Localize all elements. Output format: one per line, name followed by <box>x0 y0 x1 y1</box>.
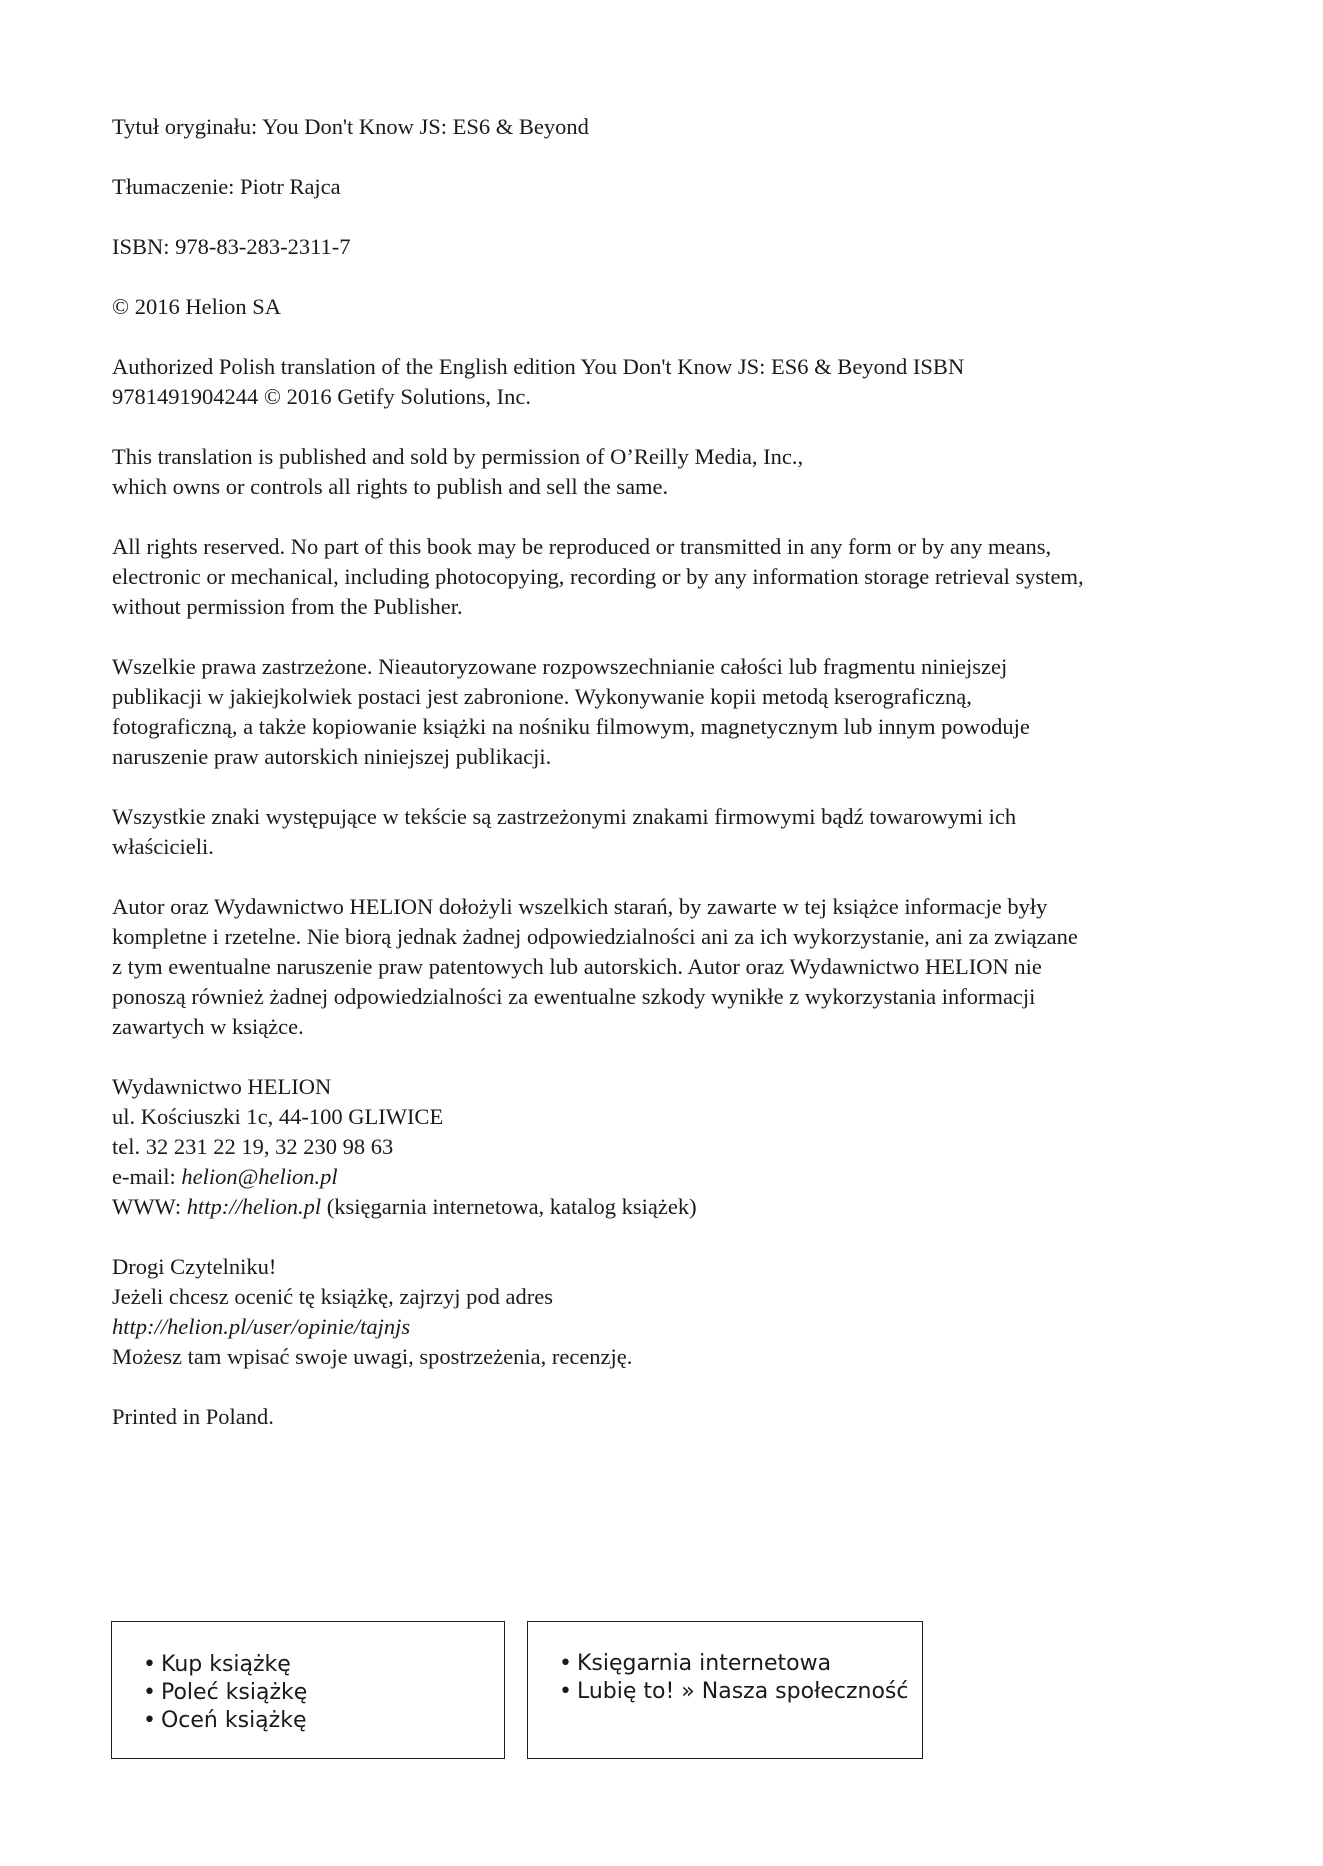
reader-greeting: Drogi Czytelniku! <box>112 1254 277 1279</box>
text-line: without permission from the Publisher. <box>112 594 463 619</box>
isbn: ISBN: 978-83-283-2311-7 <box>112 234 351 259</box>
text-line: publikacji w jakiejkolwiek postaci jest zabronione. Wykonywanie kopii metodą kserograficzną, <box>112 684 972 709</box>
text-line: fotograficzną, a także kopiowanie książki na nośniku filmowym, magnetycznym lub innym powoduje <box>112 714 1030 739</box>
link-label: Lubię to! » Nasza społeczność <box>576 1679 909 1704</box>
text-line: zawartych w książce. <box>112 1014 304 1039</box>
copyright: © 2016 Helion SA <box>112 294 281 319</box>
comment-instruction: Możesz tam wpisać swoje uwagi, spostrzeżenia, recenzję. <box>112 1344 633 1369</box>
www-label: WWW: <box>112 1194 187 1219</box>
publisher-address: ul. Kościuszki 1c, 44-100 GLIWICE <box>112 1104 444 1129</box>
rights-notice-polish <box>112 652 1232 772</box>
reader-note <box>112 1252 1232 1372</box>
authorized-translation-notice <box>112 352 1232 412</box>
bullet: • <box>559 1679 572 1704</box>
rate-link[interactable]: http://helion.pl/user/opinie/tajnjs <box>112 1314 411 1339</box>
text-line: z tym ewentualne naruszenie praw patentowych lub autorskich. Autor oraz Wydawnictwo HELION nie <box>112 954 1042 979</box>
text-line: Wszelkie prawa zastrzeżone. Nieautoryzowane rozpowszechnianie całości lub fragmentu niniejszej <box>112 654 1008 679</box>
translator: Tłumaczenie: Piotr Rajca <box>112 174 341 199</box>
link-label: Księgarnia internetowa <box>576 1651 832 1676</box>
original-title: Tytuł oryginału: You Don't Know JS: ES6 & Beyond <box>112 114 589 139</box>
link-label: Poleć książkę <box>160 1680 308 1705</box>
text-line: kompletne i rzetelne. Nie biorą jednak żadnej odpowiedzialności ani za ich wykorzystanie, ani za związane <box>112 924 1078 949</box>
bullet: • <box>143 1652 156 1677</box>
permission-notice <box>112 442 1232 502</box>
book-actions-box <box>111 1621 505 1759</box>
link-label: Oceń książkę <box>160 1708 307 1733</box>
text-line: naruszenie praw autorskich niniejszej publikacji. <box>112 744 552 769</box>
bullet: • <box>559 1651 572 1676</box>
email-link[interactable]: helion@helion.pl <box>181 1164 338 1189</box>
buy-book-link[interactable] <box>143 1651 504 1679</box>
rights-notice-english <box>112 532 1232 622</box>
publisher-contact <box>112 1072 1232 1222</box>
liability-disclaimer <box>112 892 1232 1042</box>
online-bookstore-link[interactable] <box>559 1650 922 1678</box>
text-line: All rights reserved. No part of this book may be reproduced or transmitted in any form or by any means, <box>112 534 1052 559</box>
publisher-www-line <box>112 1192 1232 1222</box>
text-line: which owns or controls all rights to publish and sell the same. <box>112 474 669 499</box>
recommend-book-link[interactable] <box>143 1679 504 1707</box>
text-line: electronic or mechanical, including photocopying, recording or by any information storage retrieval system, <box>112 564 1084 589</box>
rate-book-link[interactable] <box>143 1707 504 1735</box>
text-line: This translation is published and sold by permission of O’Reilly Media, Inc., <box>112 444 804 469</box>
rate-instruction: Jeżeli chcesz ocenić tę książkę, zajrzyj pod adres <box>112 1284 554 1309</box>
publisher-email-line <box>112 1162 1232 1192</box>
imprint-page <box>112 112 1232 1462</box>
www-link[interactable]: http://helion.pl <box>186 1194 322 1219</box>
bullet: • <box>143 1680 156 1705</box>
text-line: Authorized Polish translation of the English edition You Don't Know JS: ES6 & Beyond ISBN <box>112 354 965 379</box>
publisher-phone: tel. 32 231 22 19, 32 230 98 63 <box>112 1134 394 1159</box>
text-line: ponoszą również żadnej odpowiedzialności za ewentualne szkody wynikłe z wykorzystania informacji <box>112 984 1036 1009</box>
trademarks-notice <box>112 802 1232 862</box>
community-link[interactable] <box>559 1678 922 1706</box>
text-line: Autor oraz Wydawnictwo HELION dołożyli wszelkich starań, by zawarte w tej książce informacje były <box>112 894 1048 919</box>
printed-in: Printed in Poland. <box>112 1404 274 1429</box>
community-links-box <box>527 1621 923 1759</box>
text-line: Wszystkie znaki występujące w tekście są zastrzeżonymi znakami firmowymi bądź towarowymi ich <box>112 804 1017 829</box>
text-line: 9781491904244 © 2016 Getify Solutions, Inc. <box>112 384 531 409</box>
publisher-name: Wydawnictwo HELION <box>112 1074 332 1099</box>
text-line: właścicieli. <box>112 834 214 859</box>
www-description: (księgarnia internetowa, katalog książek) <box>321 1194 697 1219</box>
bullet: • <box>143 1708 156 1733</box>
link-label: Kup książkę <box>160 1652 291 1677</box>
email-label: e-mail: <box>112 1164 182 1189</box>
